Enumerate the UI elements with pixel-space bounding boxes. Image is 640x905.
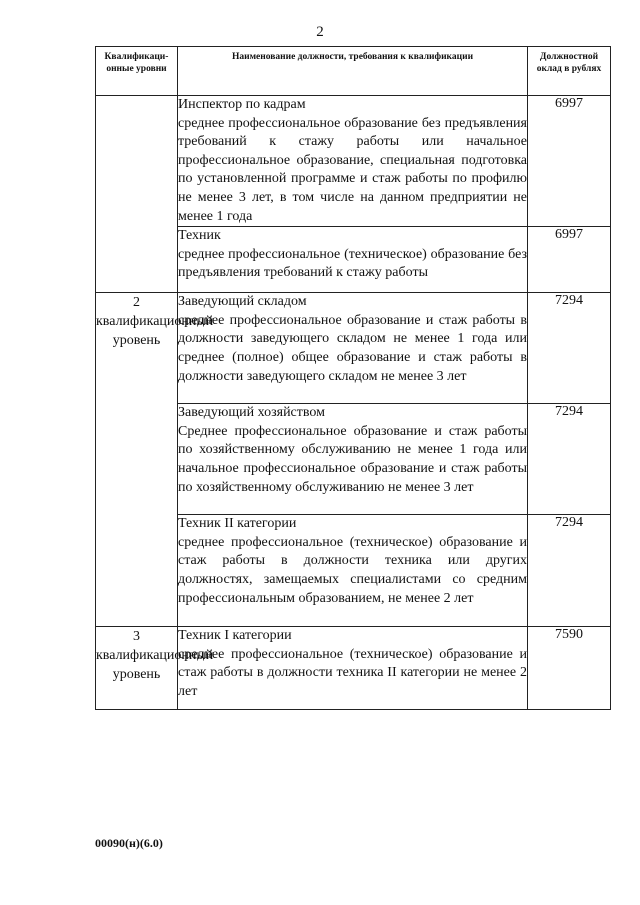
document-code: 00090(н)(6.0) bbox=[95, 836, 163, 850]
position-cell bbox=[178, 404, 528, 515]
salary-cell: 7294 bbox=[528, 404, 611, 515]
position-cell bbox=[178, 227, 528, 293]
salary-cell: 7294 bbox=[528, 515, 611, 627]
position-requirements: среднее профессиональное (техническое) образование без предъявления требований к стажу работы bbox=[178, 246, 527, 281]
level-cell: 2 квалификационный уровень bbox=[96, 293, 178, 627]
table-row bbox=[96, 293, 611, 404]
position-title: Заведующий хозяйством bbox=[178, 405, 325, 421]
position-title: Техник bbox=[178, 228, 221, 244]
position-requirements: среднее профессиональное образование без предъявления требований к стажу работы или начальное профессиональное образование, специальная подготовка по установленной программе и стаж работы по профилю не менее 3 лет, в том числе на данном предприятии не менее 1 года bbox=[178, 115, 527, 224]
position-cell bbox=[178, 96, 528, 227]
position-requirements: среднее профессиональное (техническое) образование и стаж работы в должности техника II категории не менее 2 лет bbox=[178, 646, 527, 699]
position-cell bbox=[178, 515, 528, 627]
salary-cell: 7590 bbox=[528, 627, 611, 710]
position-title: Инспектор по кадрам bbox=[178, 97, 306, 112]
position-title: Техник I категории bbox=[178, 628, 292, 644]
table-header-row bbox=[96, 47, 611, 96]
header-position: Наименование должности, требования к квалификации bbox=[178, 47, 528, 96]
position-requirements: среднее профессиональное (техническое) образование и стаж работы в должности техника или других должностях, замещаемых специалистами со средним профессиональным образованием, не менее 2 лет bbox=[178, 534, 527, 606]
position-cell bbox=[178, 293, 528, 404]
position-title: Заведующий складом bbox=[178, 294, 307, 310]
qualification-table bbox=[95, 46, 611, 710]
header-salary: Должностной оклад в рублях bbox=[528, 47, 611, 96]
header-level: Квалификаци-онные уровни bbox=[96, 47, 178, 96]
table-row bbox=[96, 627, 611, 710]
position-title: Техник II категории bbox=[178, 516, 297, 532]
level-cell bbox=[96, 96, 178, 293]
position-requirements: Среднее профессиональное образование и стаж работы по хозяйственному обслуживанию не менее 1 года или начальное профессиональное образование и стаж работы по хозяйственному обслуживанию не менее 3 лет bbox=[178, 423, 527, 495]
position-cell bbox=[178, 627, 528, 710]
salary-cell: 6997 bbox=[528, 227, 611, 293]
table-row bbox=[96, 96, 611, 227]
position-requirements: среднее профессиональное образование и стаж работы в должности заведующего складом не менее 1 года или среднее (полное) общее образование и стаж работы в должности заведующего складом не менее 3 лет bbox=[178, 312, 527, 384]
page-number: 2 bbox=[316, 24, 324, 40]
salary-cell: 6997 bbox=[528, 96, 611, 227]
salary-cell: 7294 bbox=[528, 293, 611, 404]
level-cell: 3 квалификационный уровень bbox=[96, 627, 178, 710]
